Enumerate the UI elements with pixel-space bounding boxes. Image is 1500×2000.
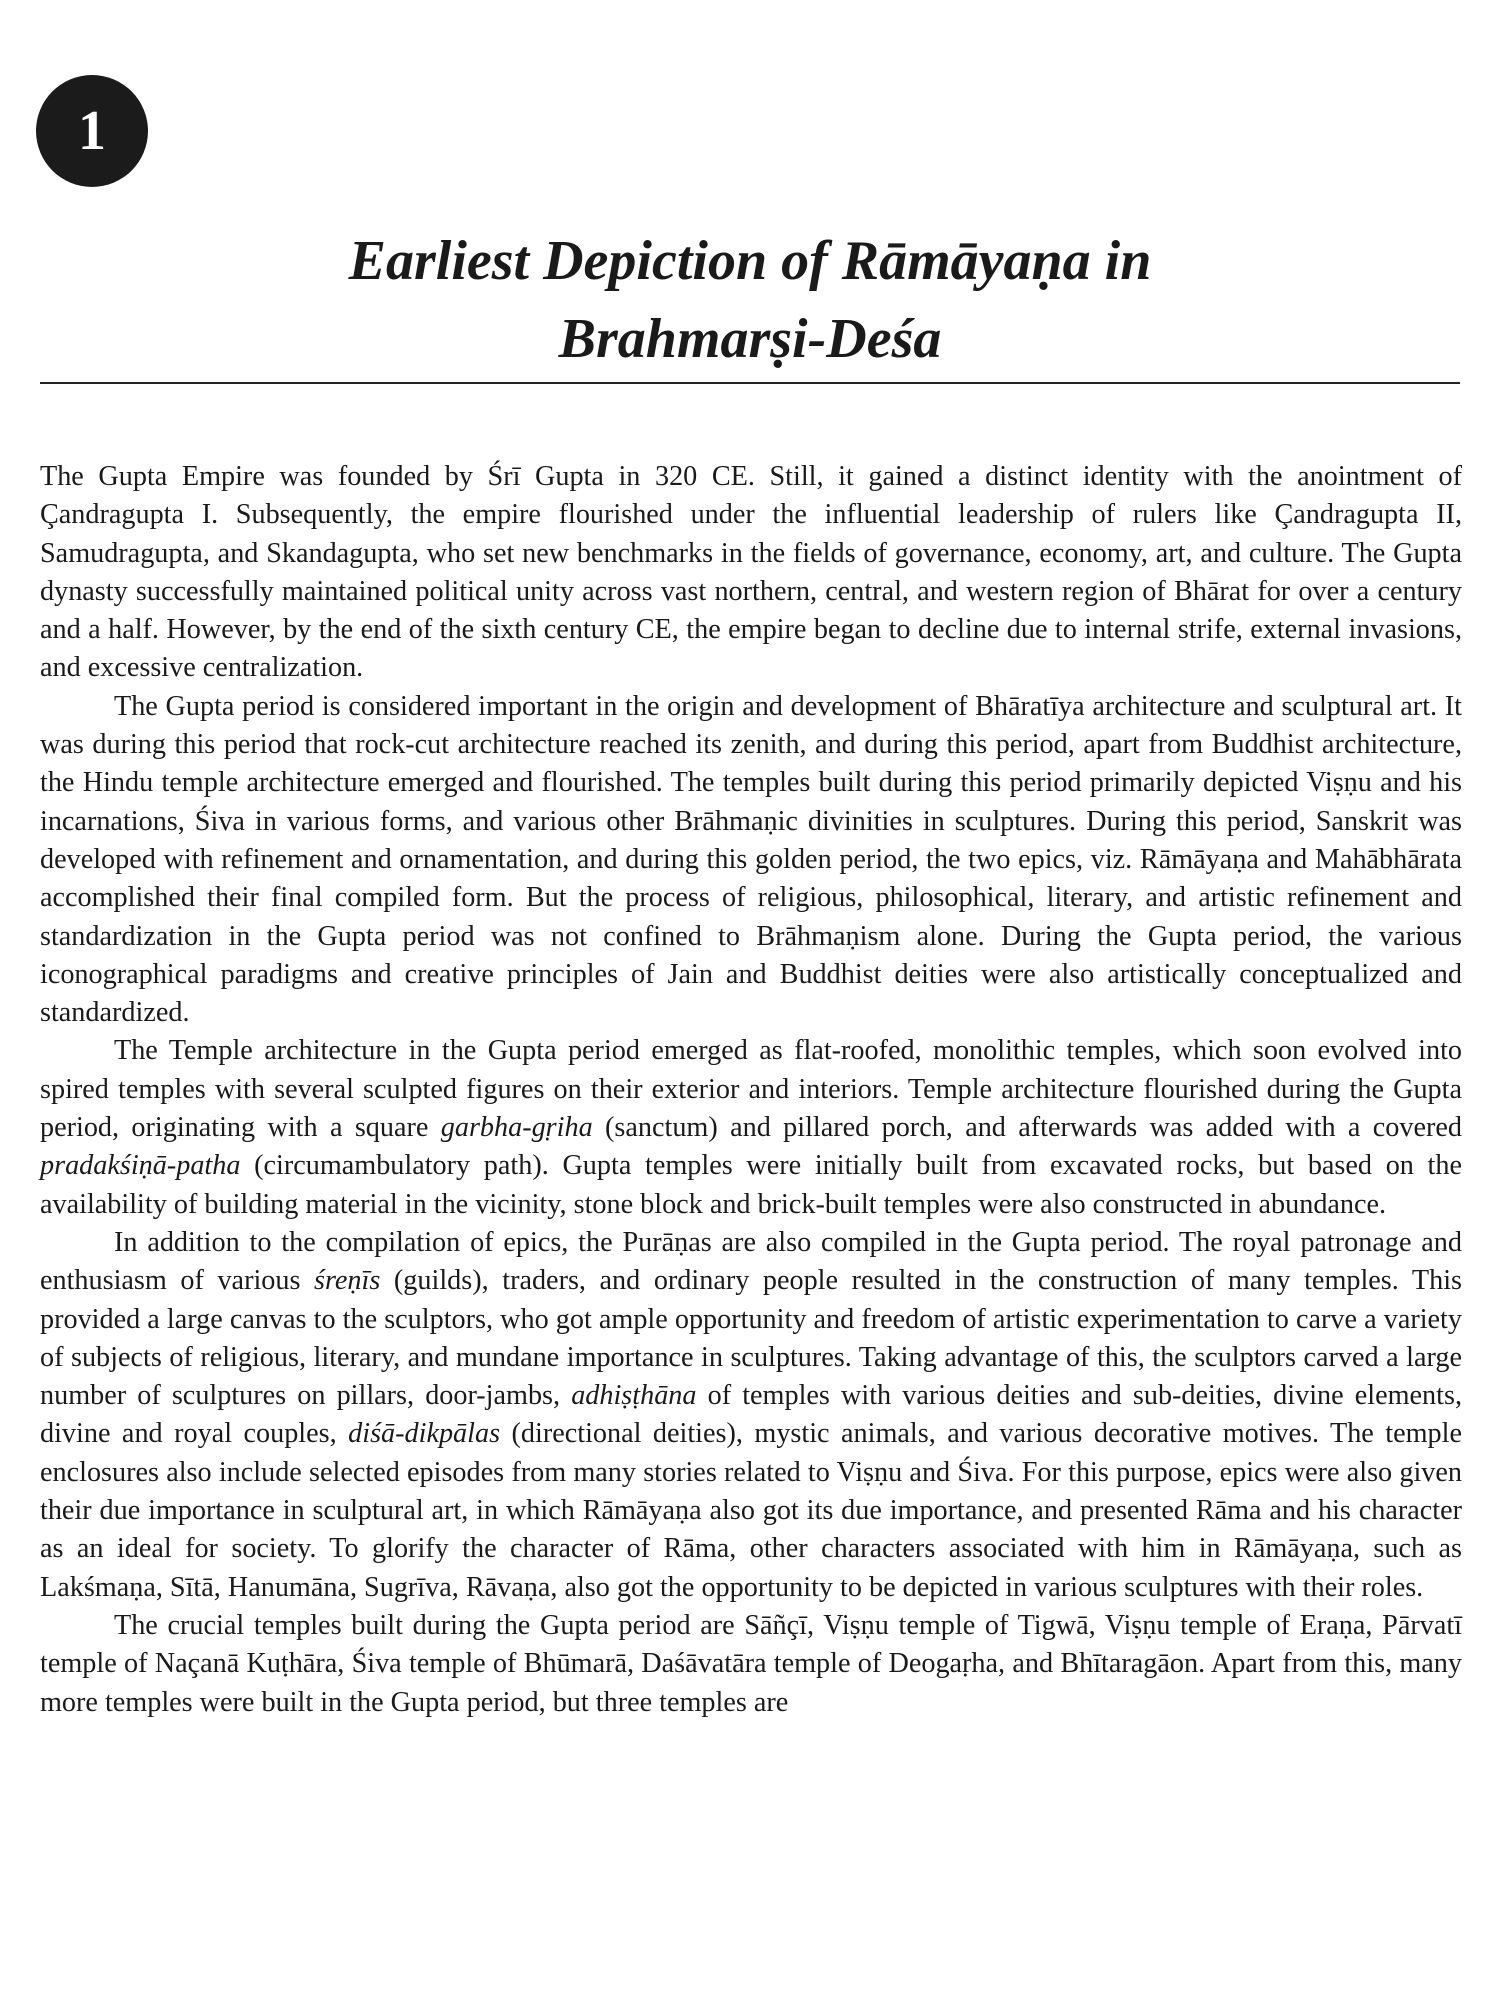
body-text [40,458,1462,1722]
chapter-title-line-2: Brahmarṣi-Deśa [558,308,942,370]
paragraph-1: The Gupta Empire was founded by Śrī Gupta in 320 CE. Still, it gained a distinct identity with the anointment of Çandragupta I. Subsequently, the empire flourished under the influential leadership of rulers like Çandragupta II, Samudragupta, and Skandagupta, who set new benchmarks in the fields of governance, economy, art, and culture. The Gupta dynasty successfully maintained political unity across vast northern, central, and western region of Bhārat for over a century and a half. However, by the end of the sixth century CE, the empire began to decline due to internal strife, external invasions, and excessive centralization. [40,461,1462,684]
chapter-title-line-1: Earliest Depiction of Rāmāyaṇa in [348,230,1152,292]
paragraph-3-text-1: The Temple architecture in the Gupta period emerged as flat-roofed, monolithic temples, which soon evolved into spired temples with several sculpted figures on their exterior and interiors. Temple architecture flourished during the Gupta period, originating with a square [40,1035,1462,1144]
title-divider [40,382,1460,384]
term-garbha-griha: garbha-gṛiha [440,1112,593,1144]
paragraph-3-text-3: (circumambulatory path). Gupta temples were initially built from excavated rocks, but based on the availability of building material in the vicinity, stone block and brick-built temples were also constructed in abundance. [40,1150,1462,1220]
paragraph-4-text-2: (guilds), traders, and ordinary people resulted in the construction of many temples. This provided a large canvas to the sculptors, who got ample opportunity and freedom of artistic experimentation to carve a variety of subjects of religious, literary, and mundane importance in sculptures. Taking advantage of this, the sculptors carved a large number of sculptures on pillars, door-jambs, [40,1265,1462,1412]
paragraph-3-text-2: (sanctum) and pillared porch, and afterwards was added with a covered [592,1112,1462,1144]
paragraph-3 [40,1032,1462,1223]
term-adhishthana: adhiṣṭhāna [571,1380,697,1412]
paragraph-5: The crucial temples built during the Gupta period are Sāñçī, Viṣṇu temple of Tigwā, Viṣṇu temple of Eraṇa, Pārvatī temple of Naçanā Kuṭhāra, Śiva temple of Bhūmarā, Daśāvatāra temple of Deogaṛha, and Bhītaragāon. Apart from this, many more temples were built in the Gupta period, but three temples are [40,1609,1462,1718]
paragraph-4 [40,1224,1462,1607]
chapter-title [150,222,1350,378]
paragraph-4-text-1: In addition to the compilation of epics, the Purāṇas are also compiled in the Gupta period. The royal patronage and enthusiasm of various [40,1226,1462,1297]
paragraph-2: The Gupta period is considered important in the origin and development of Bhāratīya architecture and sculptural art. It was during this period that rock-cut architecture reached its zenith, and during this period, apart from Buddhist architecture, the Hindu temple architecture emerged and flourished. The temples built during this period primarily depicted Viṣṇu and his incarnations, Śiva in various forms, and various other Brāhmaṇic divinities in sculptures. During this period, Sanskrit was developed with refinement and ornamentation, and during this golden period, the two epics, viz. Rāmāyaṇa and Mahābhārata accomplished their final compiled form. But the process of religious, philosophical, literary, and artistic refinement and standardization in the Gupta period was not confined to Brāhmaṇism alone. During the Gupta period, the various iconographical paradigms and creative principles of Jain and Buddhist deities were also artistically conceptualized and standardized. [40,690,1462,1029]
term-shrenis: śreṇīs [314,1265,381,1297]
paragraph-4-text-3: of temples with various deities and sub-deities, divine elements, divine and royal couples, [40,1380,1462,1450]
term-disha-dikpalas: diśā-dikpālas [348,1418,501,1450]
chapter-number-badge [36,75,148,187]
chapter-number: 1 [78,100,106,162]
paragraph-4-text-4: (directional deities), mystic animals, and various decorative motives. The temple enclosures also include selected episodes from many stories related to Viṣṇu and Śiva. For this purpose, epics were also given their due importance in sculptural art, in which Rāmāyaṇa also got its due importance, and presented Rāma and his character as an ideal for society. To glorify the character of Rāma, other characters associated with him in Rāmāyaṇa, such as Lakśmaṇa, Sītā, Hanumāna, Sugrīva, Rāvaṇa, also got the opportunity to be depicted in various sculptures with their roles. [40,1418,1462,1603]
term-pradakshina-patha: pradakśiṇā-patha [40,1150,241,1182]
